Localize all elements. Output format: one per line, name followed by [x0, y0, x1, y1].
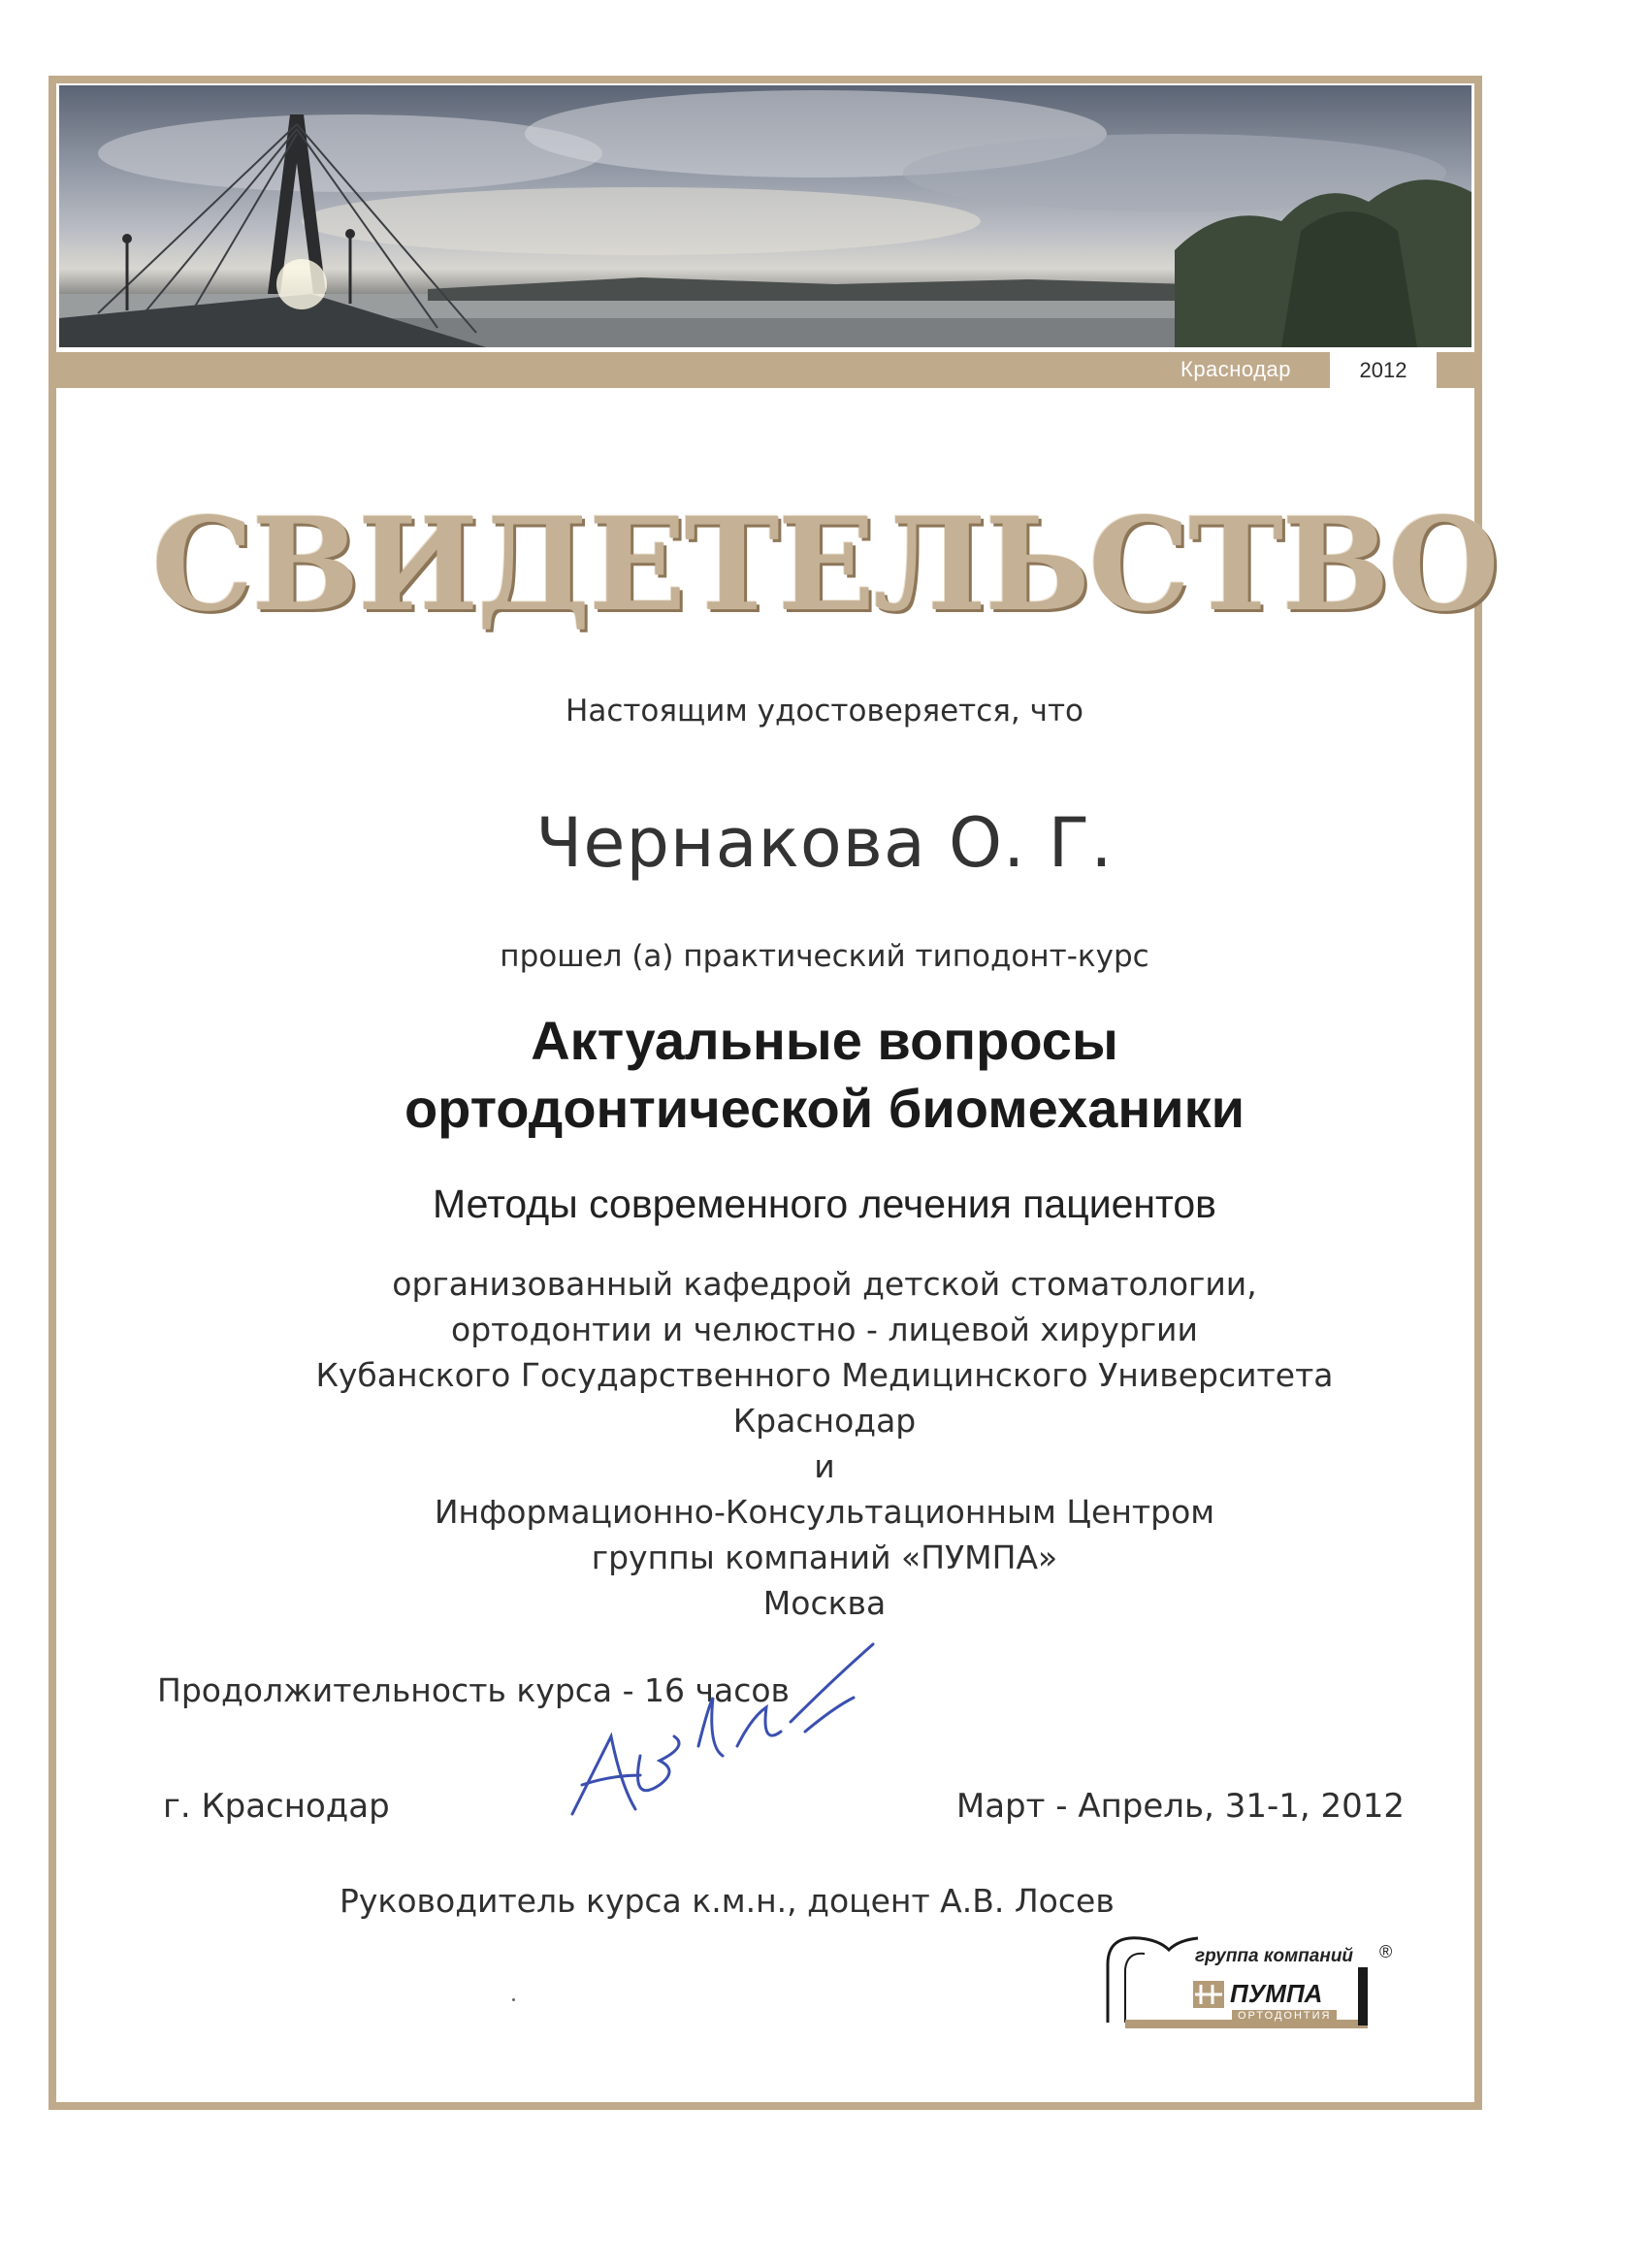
- course-subtitle: Методы современного лечения пациентов: [433, 1182, 1216, 1226]
- header-year: 2012: [1330, 352, 1437, 388]
- organizer-line: Кубанского Государственного Медицинского Университета: [315, 1356, 1334, 1394]
- intro-text: Настоящим удостоверяется, что: [566, 694, 1083, 729]
- course-director: Руководитель курса к.м.н., доцент А.В. Лосев: [340, 1882, 1115, 1920]
- header-photo: [59, 85, 1471, 347]
- course-dates: Март - Апрель, 31-1, 2012: [955, 1787, 1405, 1826]
- speck: [512, 1998, 515, 2001]
- recipient-name: Чернакова О. Г.: [535, 803, 1114, 883]
- completed-text: прошел (а) практический типодонт-курс: [500, 939, 1149, 974]
- course-title-line: ортодонтической биомеханики: [404, 1078, 1245, 1139]
- header-city: Краснодар: [1180, 357, 1291, 381]
- course-title: [0, 1007, 1649, 1143]
- organizer-line: ортодонтии и челюстно - лицевой хирургии: [451, 1311, 1198, 1348]
- organizer-line: организованный кафедрой детской стоматологии,: [392, 1265, 1257, 1303]
- organizers-block: [0, 1261, 1649, 1626]
- header-caption-bar: [55, 352, 1475, 388]
- certificate-title: СВИДЕТЕЛЬСТВО: [151, 490, 1498, 640]
- organizer-line: Краснодар: [732, 1402, 917, 1440]
- organizer-line: Информационно-Консультационным Центром: [434, 1493, 1215, 1531]
- pumpa-logo: [1086, 1930, 1406, 2032]
- course-title-line: Актуальные вопросы: [531, 1010, 1118, 1071]
- header-banner: [55, 82, 1475, 388]
- course-duration: Продолжительность курса - 16 часов: [157, 1671, 791, 1709]
- signature: [543, 1639, 912, 1833]
- organizer-line: группы компаний «ПУМПА»: [591, 1539, 1058, 1576]
- place: г. Краснодар: [163, 1787, 390, 1826]
- organizer-line: Москва: [762, 1584, 887, 1622]
- logo-registered-mark: ®: [1379, 1942, 1393, 1961]
- logo-subtitle: ОРТОДОНТИЯ: [1232, 2010, 1337, 2022]
- logo-name: ПУМПА: [1230, 1979, 1323, 2008]
- organizer-line: и: [814, 1447, 835, 1485]
- logo-group-text: группа компаний: [1195, 1946, 1354, 1966]
